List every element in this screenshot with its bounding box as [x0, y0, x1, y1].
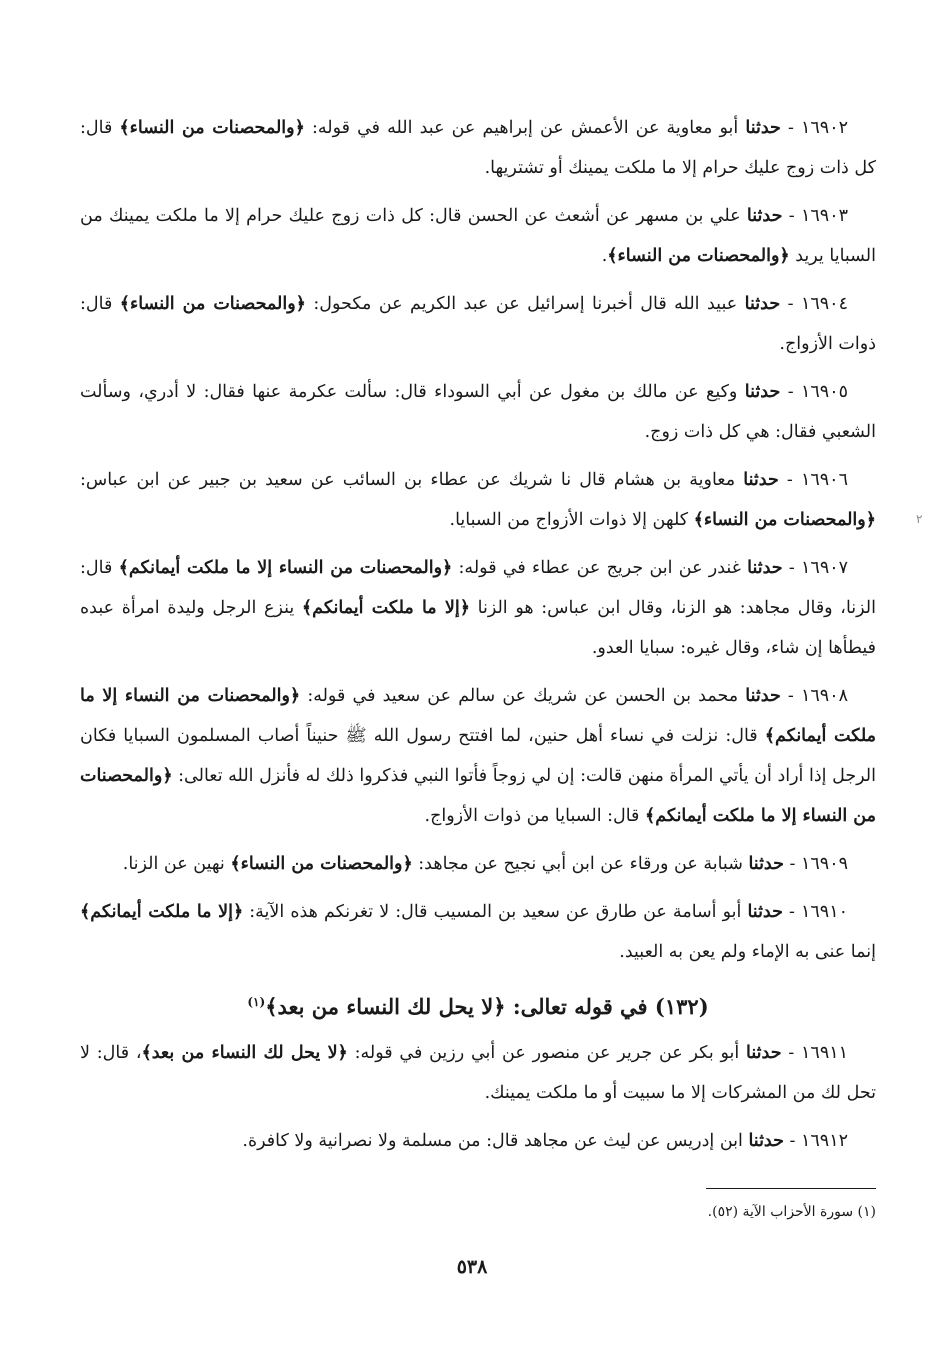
hadith-number: ١٦٩٠٧	[801, 558, 849, 578]
hadith-entry-16904: ١٦٩٠٤ - حدثنا عبيد الله قال أخبرنا إسرائيل عن عبد الكريم عن مكحول: ﴿والمحصنات من النساء﴾ قال: ذوات الأزواج.	[80, 294, 876, 354]
hadith-text: قال: نزلت في نساء أهل حنين، لما افتتح رسول الله ﷺ حنيناً أصاب المسلمون السبايا فكان الرجل إذا أراد أن يأتي المرأة منهن قالت: إن لي زوجاً فأتوا النبي فذكروا ذلك له فأنزل الله تعالى:	[80, 726, 876, 786]
narration-keyword: حدثنا	[745, 118, 781, 138]
hadith-number: ١٦٩٠٤	[800, 294, 848, 314]
hadith-text: نهين عن الزنا.	[122, 854, 231, 874]
quran-quote: ﴿والمحصنات من النساء إلا ما ملكت أيمانكم﴾	[80, 766, 876, 826]
hadith-text: أبو معاوية عن الأعمش عن إبراهيم عن عبد الله في قوله:	[304, 118, 739, 138]
quran-quote: ﴿إلا ما ملكت أيمانكم﴾	[80, 902, 244, 922]
hadith-number: ١٦٩٠٣	[801, 206, 848, 226]
hadith-entry-16902: ١٦٩٠٢ - حدثنا أبو معاوية عن الأعمش عن إبراهيم عن عبد الله في قوله: ﴿والمحصنات من النساء﴾ قال: كل ذات زوج عليك حرام إلا ما ملكت يمينك أو تشتريها.	[80, 118, 876, 178]
quran-quote: ﴿والمحصنات من النساء﴾	[607, 246, 790, 266]
hadith-entry-16903: ١٦٩٠٣ - حدثنا علي بن مسهر عن أشعث عن الحسن قال: كل ذات زوج عليك حرام إلا ما ملكت يمينك من السبايا يريد ﴿والمحصنات من النساء﴾.	[80, 206, 876, 266]
narration-keyword: حدثنا	[745, 686, 781, 706]
hadith-entry-16906: ١٦٩٠٦ - حدثنا معاوية بن هشام قال نا شريك عن عطاء بن السائب عن سعيد بن جبير عن ابن عباس: ﴿والمحصنات من النساء﴾ كلهن إلا ذوات الأزواج من السبايا.	[80, 470, 876, 530]
hadith-number: ١٦٩٠٦	[800, 470, 848, 490]
footnote-divider	[706, 1188, 876, 1189]
quran-quote: ﴿والمحصنات من النساء إلا ما ملكت أيمانكم﴾	[118, 558, 453, 578]
narration-keyword: حدثنا	[743, 470, 779, 490]
hadith-entry-16907: ١٦٩٠٧ - حدثنا غندر عن ابن جريج عن عطاء في قوله: ﴿والمحصنات من النساء إلا ما ملكت أيمانكم﴾ قال: الزنا، وقال مجاهد: هو الزنا، وقال ابن عباس: هو الزنا ﴿إلا ما ملكت أيمانكم﴾ ينزع الرجل وليدة امرأة عبده فيطأها إن شاء، وقال غيره: سبايا العدو.	[80, 558, 877, 658]
hadith-number: ١٦٩١٢	[801, 1131, 848, 1151]
narration-keyword: حدثنا	[748, 854, 784, 874]
section-heading-text: (١٣٢) في قوله تعالى: ﴿لا يحل لك النساء من بعد﴾	[265, 994, 709, 1019]
narration-keyword: حدثنا	[747, 558, 783, 578]
section-heading	[80, 980, 876, 1029]
hadith-text: قال: الزنا، وقال مجاهد: هو الزنا، وقال ابن عباس: هو الزنا	[80, 558, 877, 618]
hadith-text: .	[601, 246, 608, 266]
hadith-text: إنما عنى به الإماء ولم يعن به العبيد.	[619, 942, 876, 962]
quran-quote: ﴿والمحصنات من النساء﴾	[693, 510, 876, 530]
hadith-text: غندر عن ابن جريج عن عطاء في قوله:	[452, 558, 741, 578]
hadith-text: ابن إدريس عن ليث عن مجاهد قال: من مسلمة ولا نصرانية ولا كافرة.	[242, 1131, 743, 1151]
hadith-number: ١٦٩١٠	[801, 902, 848, 922]
narration-keyword: حدثنا	[748, 1131, 784, 1151]
hadith-entry-16905: ١٦٩٠٥ - حدثنا وكيع عن مالك بن مغول عن أبي السوداء قال: سألت عكرمة عنها فقال: لا أدري، وسألت الشعبي فقال: هي كل ذات زوج.	[80, 382, 876, 442]
hadith-text: شبابة عن ورقاء عن ابن أبي نجيح عن مجاهد:	[412, 854, 743, 874]
hadith-number: ١٦٩٠٢	[801, 118, 848, 138]
hadith-text: قال: كل ذات زوج عليك حرام إلا ما ملكت يمينك أو تشتريها.	[80, 118, 876, 178]
footnote: (١) سورة الأحزاب الآية (٥٢).	[707, 1204, 876, 1220]
hadith-entry-16909: ١٦٩٠٩ - حدثنا شبابة عن ورقاء عن ابن أبي نجيح عن مجاهد: ﴿والمحصنات من النساء﴾ نهين عن الزنا.	[122, 854, 848, 874]
footnote-reference[interactable]: (١)	[247, 995, 266, 1009]
hadith-entry-16908: ١٦٩٠٨ - حدثنا محمد بن الحسن عن شريك عن سالم عن سعيد في قوله: ﴿والمحصنات من النساء إلا ما ملكت أيمانكم﴾ قال: نزلت في نساء أهل حنين، لما افتتح رسول الله ﷺ حنيناً أصاب المسلمون السبايا فكان الرجل إذا أراد أن يأتي المرأة منهن قالت: إن لي زوجاً فأتوا النبي فذكروا ذلك له فأنزل الله تعالى: ﴿والمحصنات من النساء إلا ما ملكت أيمانكم﴾ قال: السبايا من ذوات الأزواج.	[80, 686, 876, 826]
narration-keyword: حدثنا	[744, 294, 781, 314]
narration-keyword: حدثنا	[746, 1043, 782, 1063]
margin-mark: ٢	[916, 512, 923, 526]
hadith-text: كلهن إلا ذوات الأزواج من السبايا.	[449, 510, 694, 530]
hadith-entry-16911: ١٦٩١١ - حدثنا أبو بكر عن جرير عن منصور عن أبي رزين في قوله: ﴿لا يحل لك النساء من بعد﴾، قال: لا تحل لك من المشركات إلا ما سبيت أو ما ملكت يمينك.	[80, 1043, 876, 1103]
hadith-text: ، قال: لا تحل لك من المشركات إلا ما سبيت أو ما ملكت يمينك.	[80, 1043, 876, 1103]
narration-keyword: حدثنا	[746, 206, 783, 226]
hadith-text: محمد بن الحسن عن شريك عن سالم عن سعيد في قوله:	[300, 686, 739, 706]
hadith-number: ١٦٩٠٨	[801, 686, 848, 706]
quran-quote: ﴿والمحصنات من النساء إلا ما ملكت أيمانكم﴾	[80, 686, 876, 746]
page-body	[80, 108, 876, 1169]
narration-keyword: حدثنا	[747, 902, 783, 922]
hadith-text: وكيع عن مالك بن مغول عن أبي السوداء قال: سألت عكرمة عنها فقال: لا أدري، وسألت الشعبي فقال: هي كل ذات زوج.	[80, 382, 876, 442]
page-number: ٥٣٨	[456, 1256, 488, 1278]
hadith-number: ١٦٩٠٩	[801, 854, 848, 874]
hadith-text: قال: السبايا من ذوات الأزواج.	[424, 806, 645, 826]
hadith-text: معاوية بن هشام قال نا شريك عن عطاء بن السائب عن سعيد بن جبير عن ابن عباس:	[80, 470, 736, 490]
quran-quote: ﴿لا يحل لك النساء من بعد﴾	[141, 1043, 348, 1063]
hadith-entry-16912: ١٦٩١٢ - حدثنا ابن إدريس عن ليث عن مجاهد قال: من مسلمة ولا نصرانية ولا كافرة.	[242, 1131, 848, 1151]
hadith-text: أبو أسامة عن طارق عن سعيد بن المسيب قال: لا تغرنكم هذه الآية:	[243, 902, 742, 922]
hadith-number: ١٦٩٠٥	[801, 382, 848, 402]
hadith-text: أبو بكر عن جرير عن منصور عن أبي رزين في قوله:	[347, 1043, 740, 1063]
quran-quote: ﴿إلا ما ملكت أيمانكم﴾	[301, 598, 470, 618]
hadith-text: قال: ذوات الأزواج.	[80, 294, 876, 354]
hadith-text: علي بن مسهر عن أشعث عن الحسن قال: كل ذات زوج عليك حرام إلا ما ملكت يمينك من السبايا يريد	[80, 206, 876, 266]
quran-quote: ﴿والمحصنات من النساء﴾	[119, 118, 305, 138]
quran-quote: ﴿والمحصنات من النساء﴾	[119, 294, 306, 314]
hadith-text: عبيد الله قال أخبرنا إسرائيل عن عبد الكريم عن مكحول:	[305, 294, 738, 314]
hadith-entry-16910: ١٦٩١٠ - حدثنا أبو أسامة عن طارق عن سعيد بن المسيب قال: لا تغرنكم هذه الآية: ﴿إلا ما ملكت أيمانكم﴾ إنما عنى به الإماء ولم يعن به العبيد.	[80, 902, 876, 962]
quran-quote: ﴿والمحصنات من النساء﴾	[230, 854, 413, 874]
narration-keyword: حدثنا	[744, 382, 781, 402]
hadith-text: ينزع الرجل وليدة امرأة عبده فيطأها إن شاء، وقال غيره: سبايا العدو.	[80, 598, 876, 658]
hadith-number: ١٦٩١١	[801, 1043, 849, 1063]
